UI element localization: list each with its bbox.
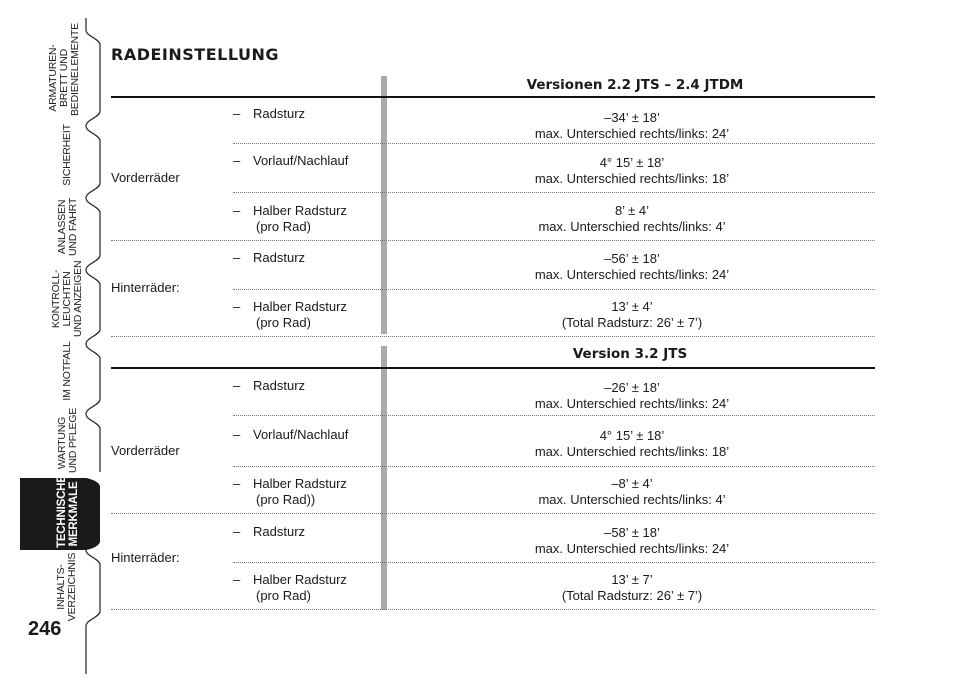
tab-inhaltsverzeichnis[interactable] [56, 552, 82, 622]
row-divider [233, 562, 875, 563]
group-label: Vorderräder [111, 443, 180, 458]
value-main: 4° 15’ ± 18’ [599, 155, 665, 170]
param-label [233, 476, 347, 508]
page-number: 246 [28, 618, 62, 640]
group-divider [111, 513, 875, 514]
param-label [233, 250, 305, 266]
param-label [233, 572, 347, 604]
tab-kontrollleuchten[interactable] [51, 261, 89, 337]
param-label [233, 106, 305, 122]
value-note: (Total Radsturz: 26’ ± 7’) [561, 315, 703, 330]
value-cell [392, 155, 872, 187]
tab-wartung[interactable] [56, 407, 83, 473]
param-subtext: (pro Rad)) [256, 492, 316, 507]
value-cell [392, 299, 872, 331]
value-note: max. Unterschied rechts/links: 4’ [538, 219, 726, 234]
param-text: Halber Radsturz [253, 299, 347, 314]
row-divider [233, 415, 875, 416]
value-main: –34’ ± 18’ [604, 110, 660, 125]
param-label [233, 153, 348, 169]
value-main: 8’ ± 4’ [614, 203, 650, 218]
param-text: Halber Radsturz [253, 476, 347, 491]
tab-label-text: KONTROLL- LEUCHTEN UND ANZEIGEN [50, 260, 84, 337]
tab-im-notfall[interactable] [62, 338, 76, 404]
dash: – [233, 106, 241, 121]
column-divider [381, 346, 387, 610]
dash: – [233, 524, 241, 539]
param-subtext: (pro Rad) [256, 219, 311, 234]
tab-sicherheit[interactable] [62, 120, 76, 190]
value-main: 13’ ± 4’ [611, 299, 653, 314]
param-label [233, 427, 348, 443]
param-subtext: (pro Rad) [256, 588, 311, 603]
value-main: –58’ ± 18’ [604, 525, 660, 540]
dash: – [233, 299, 241, 314]
dash: – [233, 153, 241, 168]
tab-label-text: TECHNISCHE MERKMALE [56, 475, 80, 548]
param-text: Halber Radsturz [253, 572, 347, 587]
param-text: Radsturz [253, 524, 306, 539]
value-main: –26’ ± 18’ [604, 380, 660, 395]
value-cell [392, 110, 872, 142]
value-cell [392, 525, 872, 557]
param-text: Radsturz [253, 378, 306, 393]
tab-label-text: WARTUNG UND PFLEGE [56, 407, 79, 473]
param-label [233, 203, 347, 235]
value-cell [392, 572, 872, 604]
row-divider [233, 192, 875, 193]
value-main: –8’ ± 4’ [611, 476, 653, 491]
column-divider [381, 76, 387, 334]
value-note: max. Unterschied rechts/links: 18’ [534, 444, 730, 459]
group-label: Vorderräder [111, 170, 180, 185]
value-cell [392, 428, 872, 460]
group-label: Hinterräder: [111, 550, 180, 565]
value-note: max. Unterschied rechts/links: 4’ [538, 492, 726, 507]
section-divider [111, 336, 875, 337]
row-divider [233, 143, 875, 144]
value-main: 13’ ± 7’ [611, 572, 653, 587]
tab-anlassen[interactable] [57, 197, 83, 257]
tab-technische-merkmale[interactable] [56, 475, 84, 548]
tab-label-text: INHALTS- VERZEICHNIS [55, 552, 78, 622]
param-label [233, 378, 305, 394]
tab-armaturenbrett[interactable] [47, 23, 88, 116]
param-text: Halber Radsturz [253, 203, 347, 218]
tab-label-text: ANLASSEN UND FAHRT [56, 197, 79, 257]
param-text: Radsturz [253, 106, 306, 121]
value-note: max. Unterschied rechts/links: 24’ [534, 541, 730, 556]
value-cell [392, 203, 872, 235]
value-cell [392, 251, 872, 283]
value-note: max. Unterschied rechts/links: 18’ [534, 171, 730, 186]
page-title: RADEINSTELLUNG [111, 45, 279, 64]
table-end-rule [111, 609, 875, 610]
dash: – [233, 378, 241, 393]
param-label [233, 299, 347, 331]
value-main: 4° 15’ ± 18’ [599, 428, 665, 443]
section-heading: Version 3.2 JTS [572, 346, 688, 362]
value-note: (Total Radsturz: 26’ ± 7’) [561, 588, 703, 603]
dash: – [233, 203, 241, 218]
value-note: max. Unterschied rechts/links: 24’ [534, 396, 730, 411]
row-divider [233, 289, 875, 290]
param-text: Vorlauf/Nachlauf [253, 427, 349, 442]
header-rule [111, 96, 875, 98]
group-divider [111, 240, 875, 241]
section-heading: Versionen 2.2 JTS – 2.4 JTDM [526, 77, 744, 93]
dash: – [233, 427, 241, 442]
param-label [233, 524, 305, 540]
tab-label-text: ARMATUREN- BRETT UND BEDIENELEMENTE [47, 23, 81, 116]
value-note: max. Unterschied rechts/links: 24’ [534, 267, 730, 282]
value-cell [392, 476, 872, 508]
group-label: Hinterräder: [111, 280, 180, 295]
tab-label-text: IM NOTFALL [61, 341, 73, 401]
value-cell [392, 380, 872, 412]
param-text: Vorlauf/Nachlauf [253, 153, 349, 168]
dash: – [233, 572, 241, 587]
param-text: Radsturz [253, 250, 306, 265]
row-divider [233, 466, 875, 467]
value-main: –56’ ± 18’ [604, 251, 660, 266]
param-subtext: (pro Rad) [256, 315, 311, 330]
tab-label-text: SICHERHEIT [61, 124, 73, 186]
dash: – [233, 476, 241, 491]
dash: – [233, 250, 241, 265]
value-note: max. Unterschied rechts/links: 24’ [534, 126, 730, 141]
header-rule [111, 367, 875, 369]
